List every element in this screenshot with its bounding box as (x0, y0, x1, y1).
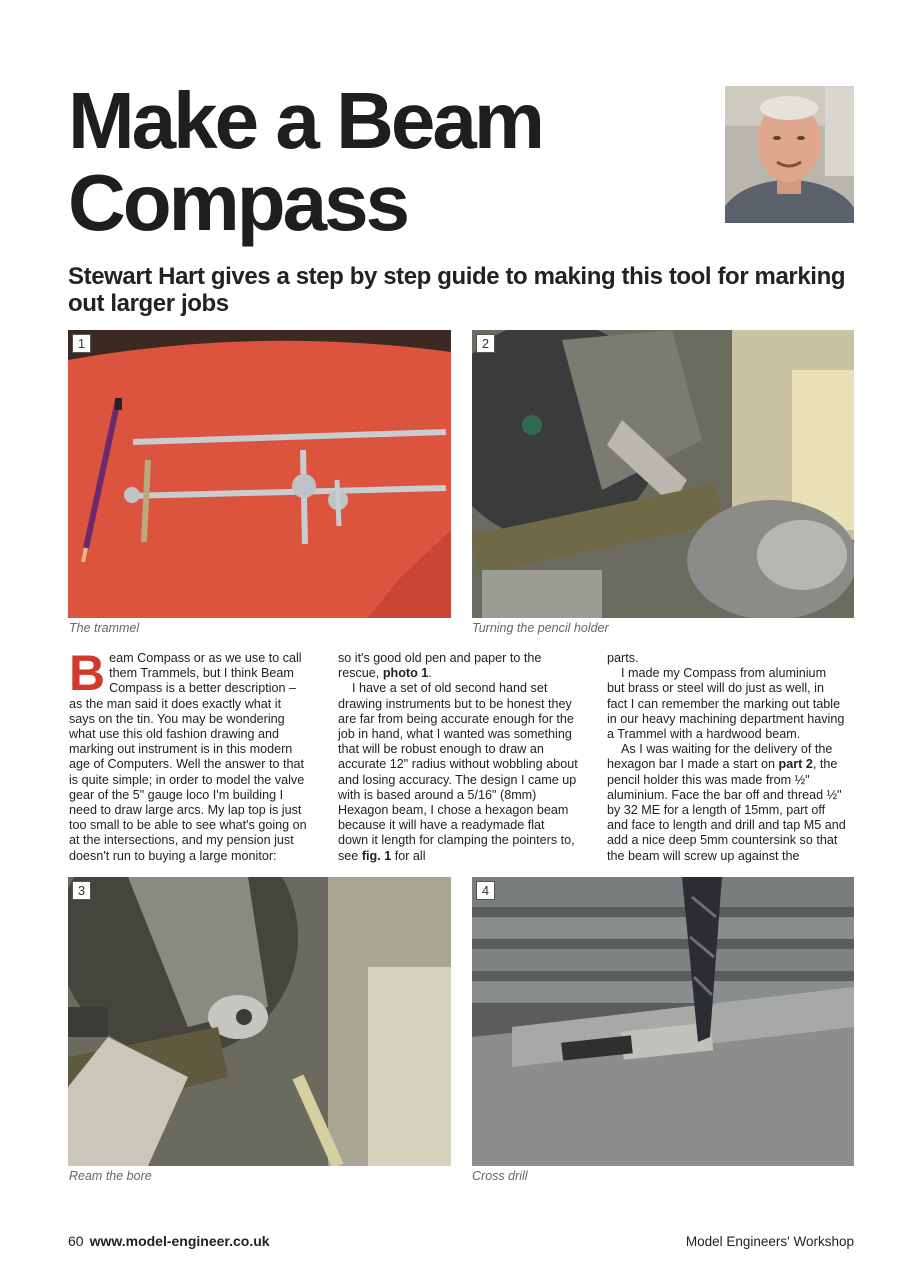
body-column-1 (69, 645, 309, 864)
author-portrait (725, 86, 854, 223)
photo-4-number: 4 (476, 881, 495, 900)
photo-1 (68, 330, 451, 618)
drop-cap: B (69, 645, 106, 701)
website-url: www.model-engineer.co.uk (89, 1233, 270, 1249)
photo-2-caption: Turning the pencil holder (472, 621, 609, 635)
photo-1-number: 1 (72, 334, 91, 353)
text-run: so it's good old pen and paper to the rescue, (338, 651, 542, 681)
photo-3-caption: Ream the bore (69, 1169, 152, 1183)
photo-3-number: 3 (72, 881, 91, 900)
photo-1-caption: The trammel (69, 621, 140, 635)
text-run: , the pencil holder this was made from ½" aluminium. Face the bar off and thread ½" by 32 ME for a length of 15mm, part off and face to length and drill and tap M5 and add a nice deep 5mm countersink so that the beam will screw up against the (607, 757, 846, 863)
article-subtitle: Stewart Hart gives a step by step guide to making this tool for marking out larger jobs (68, 263, 846, 317)
title-line-2: Compass (68, 158, 408, 247)
body-paragraph (69, 645, 309, 864)
text-run: . (428, 666, 432, 681)
part-reference: part 2 (778, 757, 813, 772)
figure-reference: fig. 1 (361, 848, 392, 863)
photo-4-caption: Cross drill (472, 1169, 528, 1183)
photo-4 (472, 877, 854, 1166)
photo-2-number: 2 (476, 334, 495, 353)
text-run: As I was waiting for the delivery of the hexagon bar I made a start on (607, 742, 833, 772)
photo-reference: photo 1 (382, 666, 429, 681)
body-column-3 (607, 651, 847, 864)
body-paragraph (338, 651, 578, 681)
title-line-1: Make a Beam (68, 76, 542, 165)
page-number: 60 (68, 1233, 84, 1249)
body-column-2 (338, 651, 578, 864)
text-run: I have a set of old second hand set drawing instruments but to be honest they are far from being accurate enough for the job in hand, what I wanted was something that will be robust enough to draw an accurate 12" radius without wobbling about and losing accuracy. The design I came up with is based around a 5/16" (8mm) Hexagon beam, I chose a hexagon beam because it will have a readymade flat down it length for clamping the pointers to, see (338, 681, 578, 863)
text-run: for all (391, 848, 426, 863)
article-title (68, 76, 688, 247)
photo-3 (68, 877, 451, 1166)
body-paragraph (607, 742, 847, 864)
body-paragraph (338, 681, 578, 863)
intro-text: eam Compass or as we use to call them Trammels, but I think Beam Compass is a better description – as the man said it does exactly what it says on the tin. You may be wondering what use this old fashion drawing and marking out instrument is in this modern age of Computers. Well the answer to that is quite simple; in order to model the valve gear of the 5" gauge loco I'm building I need to draw large arcs. My lap top is just too small to be able to see what's going on at the intersections, and my pension just doesn't run to buying a large monitor: (69, 651, 307, 863)
magazine-name: Model Engineers' Workshop (685, 1234, 854, 1249)
photo-2 (472, 330, 854, 618)
body-paragraph: I made my Compass from aluminium but brass or steel will do just as well, in fact I can remember the marking out table in our heavy machining department having a Trammel with a hardwood beam. (607, 666, 845, 742)
page-footer (68, 1233, 270, 1249)
body-paragraph: parts. (607, 651, 639, 665)
